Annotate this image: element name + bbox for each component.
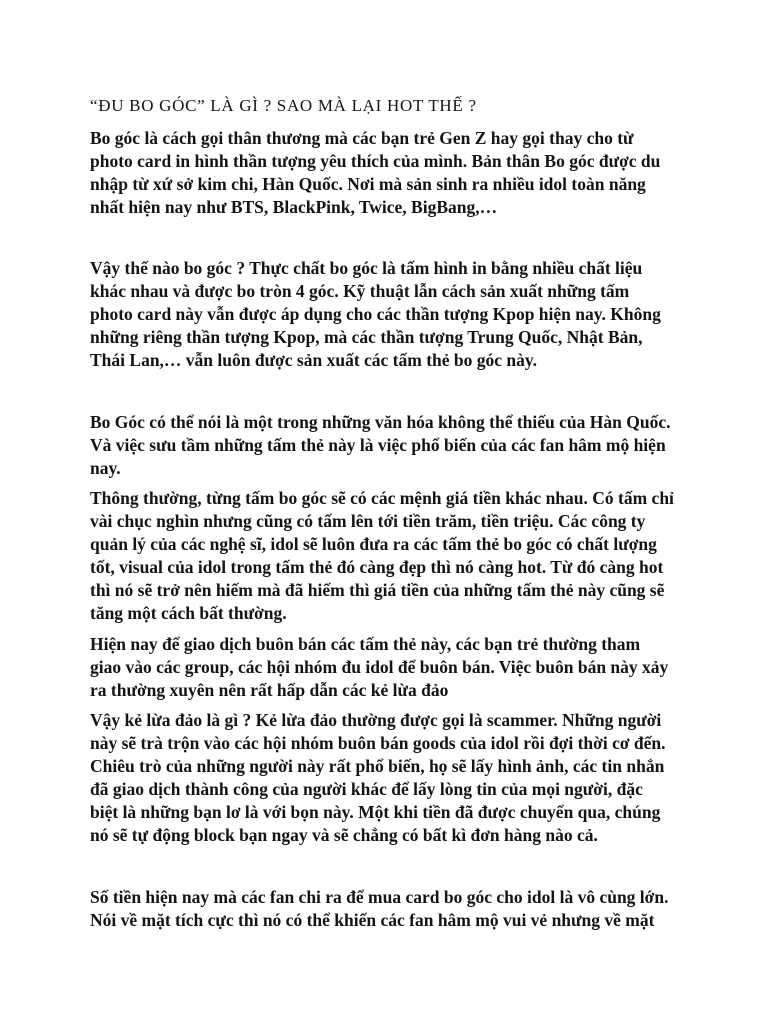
text-line: Chiêu trò của những người này rất phổ biến, họ sẽ lấy hình ảnh, các tin nhắn xyxy=(90,756,665,776)
text-line: những riêng thần tượng Kpop, mà các thần tượng Trung Quốc, Nhật Bản, xyxy=(90,327,643,347)
text-line: đã giao dịch thành công của người khác để lấy lòng tin của mọi người, đặc xyxy=(90,779,643,799)
text-line: quản lý của các nghệ sĩ, idol sẽ luôn đưa ra các tấm thẻ bo góc có chất lượng xyxy=(90,534,657,554)
document-title: “ĐU BO GÓC” LÀ GÌ ? SAO MÀ LẠI HOT THẾ ? xyxy=(90,95,477,115)
text-line: nay. xyxy=(90,457,121,478)
text-line: Bo góc là cách gọi thân thương mà các bạn trẻ Gen Z hay gọi thay cho từ xyxy=(90,127,634,148)
text-line: Vậy kẻ lừa đảo là gì ? Kẻ lừa đảo thường được gọi là scammer. Những người xyxy=(90,710,662,730)
paragraph-spending xyxy=(90,886,674,932)
text-line: ra thường xuyên nên rất hấp dẫn các kẻ lừa đảo xyxy=(90,679,449,700)
text-line: vài chục nghìn nhưng cũng có tấm lên tới tiền trăm, tiền triệu. Các công ty xyxy=(90,511,646,531)
text-line: thì nó sẽ trở nên hiếm mà đã hiếm thì giá tiền của những tấm thẻ này cũng sẽ xyxy=(90,580,665,600)
paragraph-intro xyxy=(90,127,674,219)
text-line: nó sẽ tự động block bạn ngay và sẽ chẳng có bất kì đơn hàng nào cả. xyxy=(90,825,598,845)
text-line: Thái Lan,… vẫn luôn được sản xuất các tấm thẻ bo góc này. xyxy=(90,350,538,370)
paragraph-culture xyxy=(90,411,674,480)
paragraph-pricing xyxy=(90,487,674,625)
text-line: photo card in hình thần tượng yêu thích của mình. Bản thân Bo góc được du xyxy=(90,150,661,171)
text-line: Hiện nay để giao dịch buôn bán các tấm thẻ này, các bạn trẻ thường tham xyxy=(90,633,641,654)
text-line: tốt, visual của idol trong tấm thẻ đó càng đẹp thì nó càng hot. Từ đó càng hot xyxy=(90,557,664,577)
text-line: Bo Góc có thể nói là một trong những văn hóa không thể thiếu của Hàn Quốc. xyxy=(90,411,671,432)
text-line: Và việc sưu tầm những tấm thẻ này là việc phổ biến của các fan hâm mộ hiện xyxy=(90,434,666,455)
text-line: này sẽ trà trộn vào các hội nhóm buôn bán goods của idol rồi đợi thời cơ đến. xyxy=(90,733,666,753)
text-line: Vậy thế nào bo góc ? Thực chất bo góc là tấm hình in bằng nhiều chất liệu xyxy=(90,258,643,278)
paragraph-definition xyxy=(90,257,674,372)
text-line: nhập từ xứ sở kim chi, Hàn Quốc. Nơi mà sản sinh ra nhiều idol toàn năng xyxy=(90,173,646,194)
paragraph-trading xyxy=(90,633,674,702)
text-line: photo card này vẫn được áp dụng cho các thần tượng Kpop hiện nay. Không xyxy=(90,304,661,324)
paragraph-scammers xyxy=(90,709,674,847)
text-line: Nói về mặt tích cực thì nó có thể khiến các fan hâm mộ vui vẻ nhưng về mặt xyxy=(90,909,655,930)
text-line: Thông thường, từng tấm bo góc sẽ có các mệnh giá tiền khác nhau. Có tấm chỉ xyxy=(90,488,674,508)
text-line: Số tiền hiện nay mà các fan chi ra để mua card bo góc cho idol là vô cùng lớn. xyxy=(90,886,669,907)
text-line: khác nhau và được bo tròn 4 góc. Kỹ thuật lẫn cách sản xuất những tấm xyxy=(90,281,630,301)
text-line: biệt là những bạn lơ là với bọn này. Một khi tiền đã được chuyển qua, chúng xyxy=(90,802,661,822)
text-line: giao vào các group, các hội nhóm đu idol để buôn bán. Việc buôn bán này xảy xyxy=(90,656,669,677)
document-body xyxy=(90,94,674,932)
text-line: nhất hiện nay như BTS, BlackPink, Twice, BigBang,… xyxy=(90,196,498,217)
text-line: tăng một cách bất thường. xyxy=(90,603,287,623)
